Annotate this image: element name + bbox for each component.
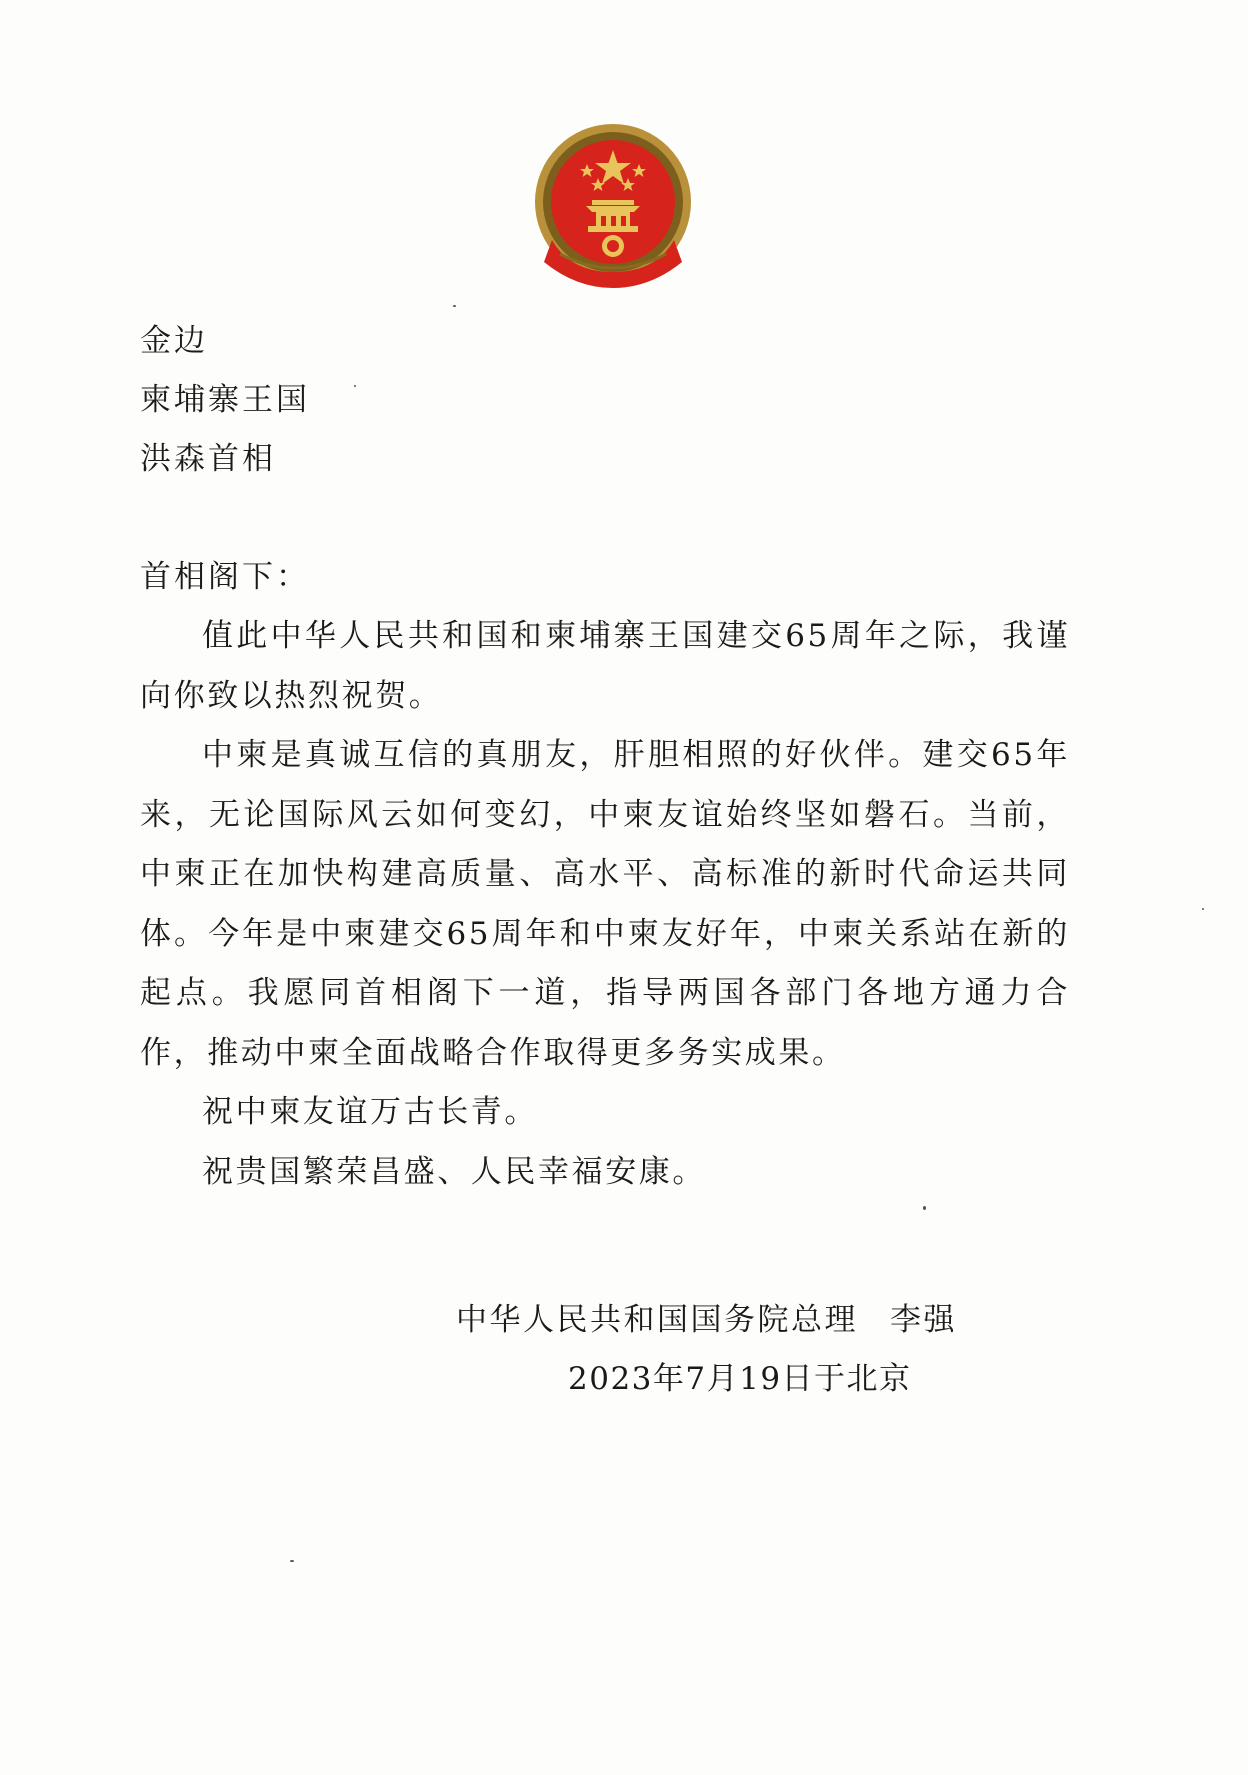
addressee-city: 金边 bbox=[140, 323, 208, 359]
body-paragraph: 中柬是真诚互信的真朋友，肝胆相照的好伙伴。建交65年来，无论国际风云如何变幻，中柬友谊始终坚如磐石。当前，中柬正在加快构建高质量、高水平、高标准的新时代命运共同体。今年是中柬建交65周年和中柬友好年，中柬关系站在新的起点。我愿同首相阁下一道，指导两国各部门各地方通力合作，推动中柬全面战略合作取得更多务实成果。 bbox=[140, 737, 1070, 1071]
letter-body bbox=[140, 607, 1070, 1202]
addressee-country: 柬埔寨王国 bbox=[140, 382, 310, 418]
signature-title: 中华人民共和国国务院总理 bbox=[456, 1302, 858, 1338]
scan-speck bbox=[453, 305, 456, 307]
salutation: 首相阁下： bbox=[140, 559, 310, 595]
addressee-block bbox=[140, 312, 310, 489]
body-paragraph: 祝中柬友谊万古长青。 bbox=[202, 1094, 538, 1130]
date-line: 2023年7月19日于北京 bbox=[568, 1361, 912, 1397]
scan-speck bbox=[290, 1560, 294, 1562]
body-paragraph: 值此中华人民共和国和柬埔寨王国建交65周年之际，我谨向你致以热烈祝贺。 bbox=[140, 618, 1070, 714]
national-emblem-icon bbox=[530, 122, 696, 288]
scan-speck bbox=[1202, 908, 1204, 910]
signature-line bbox=[456, 1294, 957, 1339]
scan-speck bbox=[354, 385, 356, 387]
signature-name: 李强 bbox=[890, 1302, 957, 1338]
addressee-name: 洪森首相 bbox=[140, 441, 276, 477]
body-paragraph: 祝贵国繁荣昌盛、人民幸福安康。 bbox=[202, 1153, 706, 1190]
scan-speck bbox=[923, 1206, 926, 1210]
